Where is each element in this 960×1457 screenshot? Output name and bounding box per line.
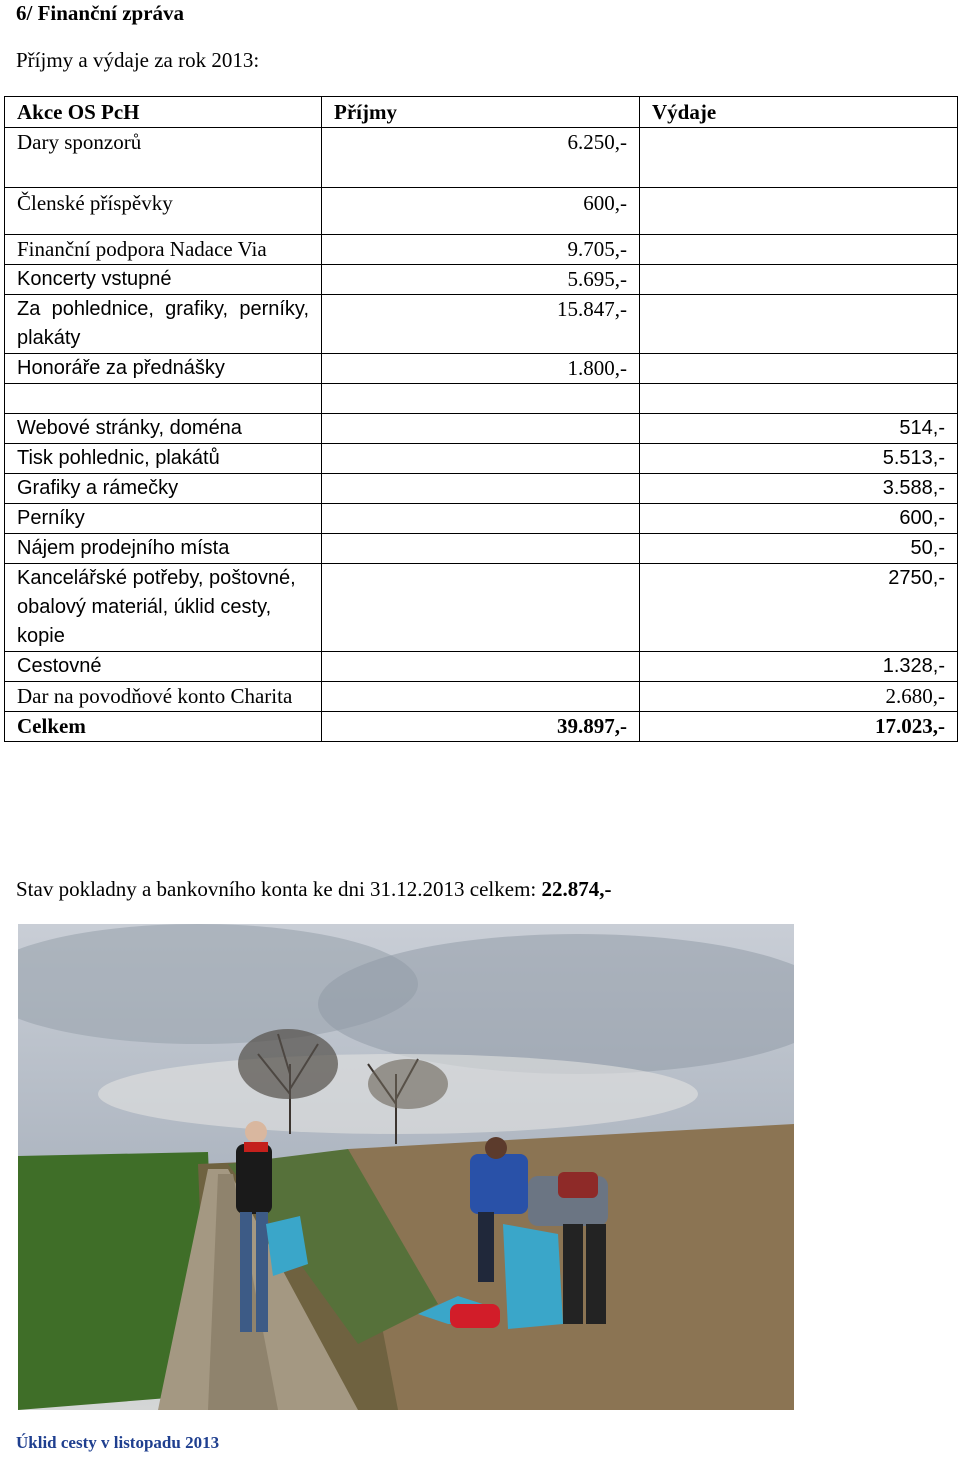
total-row — [5, 712, 958, 742]
row-item: Tisk pohlednic, plakátů — [5, 444, 322, 474]
table-row — [5, 128, 958, 188]
table-header-row — [5, 97, 958, 128]
row-expense — [640, 295, 958, 354]
row-income — [322, 682, 640, 712]
row-expense — [640, 384, 958, 414]
balance-statement — [16, 876, 612, 902]
row-income: 6.250,- — [322, 128, 640, 188]
row-expense: 3.588,- — [640, 474, 958, 504]
table-row — [5, 474, 958, 504]
row-income — [322, 504, 640, 534]
header-income: Příjmy — [322, 97, 640, 128]
header-event: Akce OS PcH — [5, 97, 322, 128]
row-item: Členské příspěvky — [5, 188, 322, 235]
row-item: Honoráře za přednášky — [5, 354, 322, 384]
table-row — [5, 354, 958, 384]
row-income — [322, 384, 640, 414]
row-income — [322, 564, 640, 652]
table-row — [5, 188, 958, 235]
row-expense: 514,- — [640, 414, 958, 444]
row-expense — [640, 128, 958, 188]
table-row — [5, 235, 958, 265]
row-income: 9.705,- — [322, 235, 640, 265]
row-expense — [640, 354, 958, 384]
report-subtitle: Příjmy a výdaje za rok 2013: — [16, 48, 260, 72]
row-expense: 2750,- — [640, 564, 958, 652]
table-row — [5, 652, 958, 682]
row-income — [322, 534, 640, 564]
section-title: 6/ Finanční zpráva — [16, 1, 185, 25]
photo-caption: Úklid cesty v listopadu 2013 — [16, 1433, 220, 1452]
row-income — [322, 444, 640, 474]
row-item: Finanční podpora Nadace Via — [5, 235, 322, 265]
row-expense: 600,- — [640, 504, 958, 534]
table-row-empty — [5, 384, 958, 414]
row-income: 5.695,- — [322, 265, 640, 295]
header-expense: Výdaje — [640, 97, 958, 128]
row-item — [5, 384, 322, 414]
table-row — [5, 444, 958, 474]
row-income: 1.800,- — [322, 354, 640, 384]
row-expense: 5.513,- — [640, 444, 958, 474]
row-income — [322, 474, 640, 504]
table-row — [5, 534, 958, 564]
table-row — [5, 414, 958, 444]
table-row — [5, 564, 958, 652]
total-income: 39.897,- — [322, 712, 640, 742]
row-expense — [640, 235, 958, 265]
row-expense — [640, 265, 958, 295]
row-item: Perníky — [5, 504, 322, 534]
total-expense: 17.023,- — [640, 712, 958, 742]
row-item: Grafiky a rámečky — [5, 474, 322, 504]
table-row — [5, 265, 958, 295]
row-item: Nájem prodejního místa — [5, 534, 322, 564]
total-label: Celkem — [5, 712, 322, 742]
row-item: Za pohlednice, grafiky, perníky, plakáty — [5, 295, 322, 354]
row-expense: 50,- — [640, 534, 958, 564]
table-row — [5, 682, 958, 712]
row-item: Cestovné — [5, 652, 322, 682]
balance-text: Stav pokladny a bankovního konta ke dni 31.12.2013 celkem: — [16, 877, 537, 901]
row-income — [322, 652, 640, 682]
row-income: 15.847,- — [322, 295, 640, 354]
cleanup-photo — [18, 924, 794, 1410]
row-item: Kancelářské potřeby, poštovné, obalový materiál, úklid cesty, kopie — [5, 564, 322, 652]
row-item: Webové stránky, doména — [5, 414, 322, 444]
row-expense: 1.328,- — [640, 652, 958, 682]
row-income — [322, 414, 640, 444]
table-row — [5, 295, 958, 354]
row-item: Koncerty vstupné — [5, 265, 322, 295]
finance-table — [4, 96, 958, 742]
balance-amount: 22.874,- — [541, 877, 612, 901]
row-expense — [640, 188, 958, 235]
row-income: 600,- — [322, 188, 640, 235]
row-item: Dar na povodňové konto Charita — [5, 682, 322, 712]
row-expense: 2.680,- — [640, 682, 958, 712]
row-item: Dary sponzorů — [5, 128, 322, 188]
table-row — [5, 504, 958, 534]
